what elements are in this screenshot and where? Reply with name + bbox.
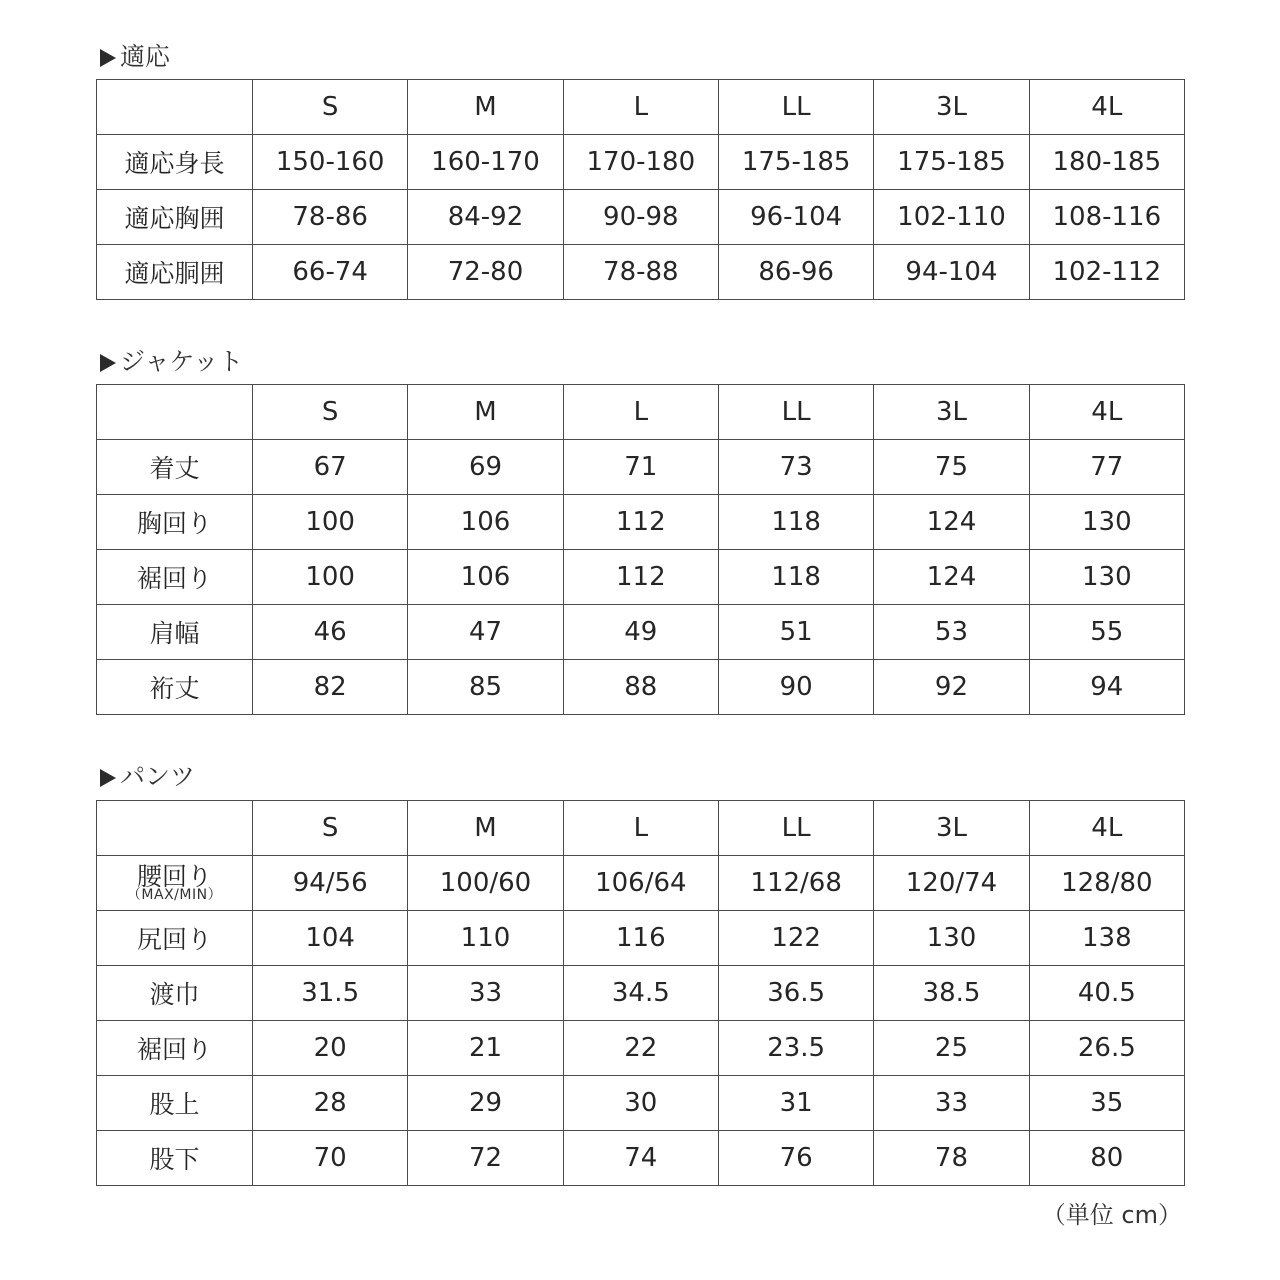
value-cell: 150-160 (253, 135, 408, 190)
table-header-row (97, 801, 1185, 856)
value-cell: 130 (1029, 495, 1184, 550)
table-row (97, 190, 1185, 245)
value-cell: 20 (253, 1021, 408, 1076)
table-row (97, 1131, 1185, 1186)
unit-note: （単位 cm） (1041, 1201, 1182, 1229)
table-header-row (97, 80, 1185, 135)
value-cell: 106 (408, 550, 563, 605)
row-label-cell: 着丈 (97, 440, 253, 495)
table-row (97, 245, 1185, 300)
value-cell: 84-92 (408, 190, 563, 245)
value-cell: 116 (563, 911, 718, 966)
value-cell: 36.5 (718, 966, 873, 1021)
row-label-cell: 適応胸囲 (97, 190, 253, 245)
value-cell: 72-80 (408, 245, 563, 300)
table-row (97, 660, 1185, 715)
value-cell: 122 (718, 911, 873, 966)
jacket-size-table (96, 384, 1185, 715)
row-label: 腰回り (136, 862, 212, 891)
row-label-cell: 胸回り (97, 495, 253, 550)
value-cell: 28 (253, 1076, 408, 1131)
value-cell: 88 (563, 660, 718, 715)
value-cell: 102-110 (874, 190, 1029, 245)
value-cell: 25 (874, 1021, 1029, 1076)
value-cell: 77 (1029, 440, 1184, 495)
table-row (97, 1076, 1185, 1131)
value-cell: 100/60 (408, 856, 563, 911)
table-row (97, 550, 1185, 605)
value-cell: 69 (408, 440, 563, 495)
value-cell: 86-96 (718, 245, 873, 300)
value-cell: 21 (408, 1021, 563, 1076)
value-cell: 74 (563, 1131, 718, 1186)
fit-size-table (96, 79, 1185, 300)
size-header-cell: S (253, 385, 408, 440)
value-cell: 124 (874, 550, 1029, 605)
row-label-cell: 適応身長 (97, 135, 253, 190)
row-label-cell: 裄丈 (97, 660, 253, 715)
table-row (97, 440, 1185, 495)
table-row (97, 1021, 1185, 1076)
value-cell: 30 (563, 1076, 718, 1131)
value-cell: 118 (718, 550, 873, 605)
value-cell: 94-104 (874, 245, 1029, 300)
value-cell: 92 (874, 660, 1029, 715)
table-header-row (97, 385, 1185, 440)
table-row (97, 135, 1185, 190)
value-cell: 53 (874, 605, 1029, 660)
value-cell: 75 (874, 440, 1029, 495)
row-label-cell: 裾回り (97, 550, 253, 605)
value-cell: 33 (874, 1076, 1029, 1131)
value-cell: 73 (718, 440, 873, 495)
value-cell: 175-185 (718, 135, 873, 190)
value-cell: 34.5 (563, 966, 718, 1021)
size-header-cell: M (408, 80, 563, 135)
section-title-jacket-text: ジャケット (120, 347, 244, 376)
size-header-cell: 3L (874, 801, 1029, 856)
section-title-pants-text: パンツ (120, 762, 196, 791)
row-label-cell: 裾回り (97, 1021, 253, 1076)
size-header-cell: LL (718, 80, 873, 135)
value-cell: 40.5 (1029, 966, 1184, 1021)
value-cell: 106 (408, 495, 563, 550)
size-header-cell: 4L (1029, 385, 1184, 440)
table-row (97, 856, 1185, 911)
row-label-cell: 渡巾 (97, 966, 253, 1021)
value-cell: 124 (874, 495, 1029, 550)
header-corner-cell (97, 80, 253, 135)
value-cell: 102-112 (1029, 245, 1184, 300)
size-header-cell: 4L (1029, 80, 1184, 135)
value-cell: 96-104 (718, 190, 873, 245)
value-cell: 38.5 (874, 966, 1029, 1021)
pants-size-table (96, 800, 1185, 1186)
value-cell: 108-116 (1029, 190, 1184, 245)
value-cell: 23.5 (718, 1021, 873, 1076)
value-cell: 80 (1029, 1131, 1184, 1186)
row-label-cell: 適応胴囲 (97, 245, 253, 300)
value-cell: 85 (408, 660, 563, 715)
value-cell: 26.5 (1029, 1021, 1184, 1076)
row-label-cell: 股下 (97, 1131, 253, 1186)
row-label-cell: 股上 (97, 1076, 253, 1131)
row-sublabel: （MAX/MIN） (126, 887, 223, 903)
value-cell: 29 (408, 1076, 563, 1131)
value-cell: 112 (563, 550, 718, 605)
value-cell: 47 (408, 605, 563, 660)
value-cell: 31.5 (253, 966, 408, 1021)
value-cell: 110 (408, 911, 563, 966)
size-header-cell: 3L (874, 80, 1029, 135)
value-cell: 94/56 (253, 856, 408, 911)
value-cell: 100 (253, 495, 408, 550)
value-cell: 90 (718, 660, 873, 715)
value-cell: 130 (874, 911, 1029, 966)
value-cell: 170-180 (563, 135, 718, 190)
value-cell: 100 (253, 550, 408, 605)
size-header-cell: M (408, 801, 563, 856)
value-cell: 33 (408, 966, 563, 1021)
value-cell: 78-86 (253, 190, 408, 245)
value-cell: 112 (563, 495, 718, 550)
value-cell: 72 (408, 1131, 563, 1186)
size-header-cell: S (253, 801, 408, 856)
value-cell: 46 (253, 605, 408, 660)
value-cell: 51 (718, 605, 873, 660)
value-cell: 180-185 (1029, 135, 1184, 190)
value-cell: 160-170 (408, 135, 563, 190)
table-row (97, 495, 1185, 550)
row-label-cell (97, 856, 253, 911)
value-cell: 71 (563, 440, 718, 495)
value-cell: 120/74 (874, 856, 1029, 911)
size-header-cell: 4L (1029, 801, 1184, 856)
size-header-cell: L (563, 80, 718, 135)
right-triangle-icon (100, 769, 116, 787)
section-title-fit (100, 42, 170, 72)
header-corner-cell (97, 801, 253, 856)
section-title-fit-text: 適応 (120, 42, 171, 71)
size-header-cell: L (563, 385, 718, 440)
value-cell: 112/68 (718, 856, 873, 911)
value-cell: 22 (563, 1021, 718, 1076)
value-cell: 130 (1029, 550, 1184, 605)
value-cell: 175-185 (874, 135, 1029, 190)
size-header-cell: LL (718, 801, 873, 856)
size-header-cell: L (563, 801, 718, 856)
row-label-cell: 尻回り (97, 911, 253, 966)
section-title-pants (100, 762, 195, 792)
value-cell: 78 (874, 1131, 1029, 1186)
value-cell: 55 (1029, 605, 1184, 660)
size-header-cell: LL (718, 385, 873, 440)
section-title-jacket (100, 347, 243, 377)
value-cell: 128/80 (1029, 856, 1184, 911)
value-cell: 70 (253, 1131, 408, 1186)
value-cell: 67 (253, 440, 408, 495)
table-row (97, 911, 1185, 966)
row-label-cell: 肩幅 (97, 605, 253, 660)
table-row (97, 966, 1185, 1021)
value-cell: 90-98 (563, 190, 718, 245)
value-cell: 31 (718, 1076, 873, 1131)
value-cell: 78-88 (563, 245, 718, 300)
header-corner-cell (97, 385, 253, 440)
value-cell: 66-74 (253, 245, 408, 300)
value-cell: 118 (718, 495, 873, 550)
size-header-cell: S (253, 80, 408, 135)
value-cell: 104 (253, 911, 408, 966)
value-cell: 82 (253, 660, 408, 715)
value-cell: 35 (1029, 1076, 1184, 1131)
value-cell: 49 (563, 605, 718, 660)
right-triangle-icon (100, 354, 116, 372)
value-cell: 138 (1029, 911, 1184, 966)
right-triangle-icon (100, 49, 116, 67)
size-header-cell: M (408, 385, 563, 440)
value-cell: 106/64 (563, 856, 718, 911)
value-cell: 94 (1029, 660, 1184, 715)
value-cell: 76 (718, 1131, 873, 1186)
table-row (97, 605, 1185, 660)
size-header-cell: 3L (874, 385, 1029, 440)
